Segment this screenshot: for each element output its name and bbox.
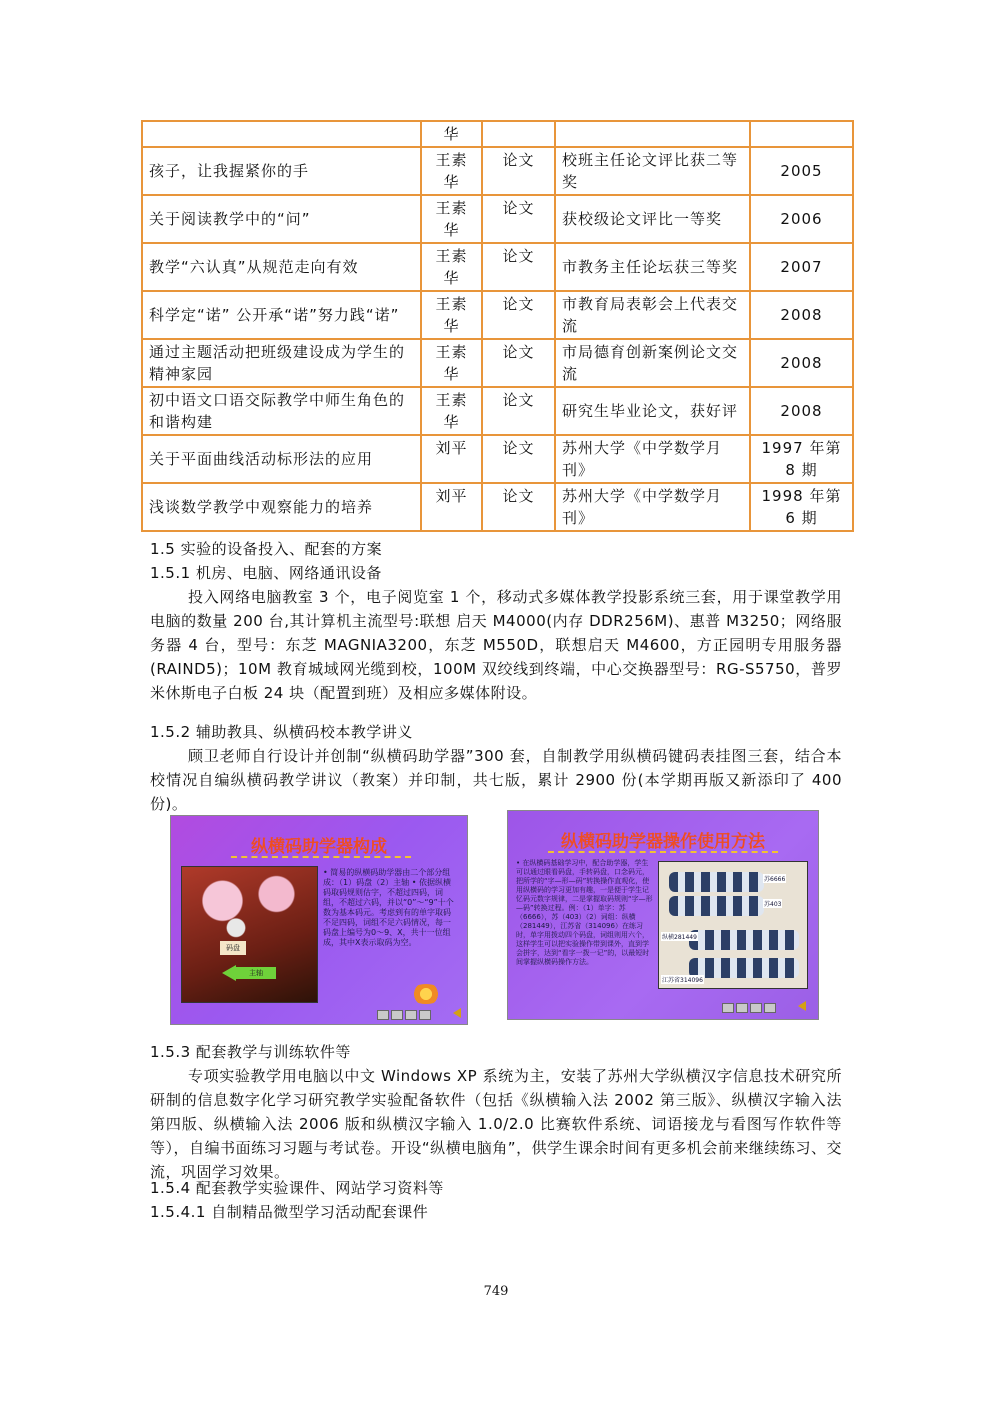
tag-label: 江苏省314096 [662,977,703,984]
author-cell: 华 [421,121,482,147]
title-cell: 通过主题活动把班级建设成为学生的精神家园 [142,339,421,387]
table-row [142,243,853,291]
slide-image-composition [170,815,468,1025]
type-cell: 论文 [482,291,555,339]
year-cell: 1997 年第 8 期 [750,435,853,483]
speaker-icon [453,1008,461,1018]
title-cell: 关于阅读教学中的“问” [142,195,421,243]
award-cell: 市教务主任论坛获三等奖 [555,243,750,291]
slide-title: 纵横码助学器构成 [251,837,387,857]
award-cell: 市局德育创新案例论文交流 [555,339,750,387]
table-row [142,147,853,195]
paragraph-software: 专项实验教学用电脑以中文 Windows XP 系统为主，安装了苏州大学纵横汉字信息技术研究所研制的信息数字化学习研究教学实验配备软件（包括《纵横输入法 2002 第三版》、纵横汉字输入法第四版、纵横输入法 2006 版和纵横汉字输入 1.0/2.0 比赛软件系统、词语接龙与看图写作软件等等），自编书面练习习题与考试卷。开设“纵横电脑角”，供学生课余时间有更多机会前来继续练习、交流，巩固学习效果。 [150,1067,842,1181]
title-underline [231,856,411,858]
flower-decoration [409,984,443,1004]
table-row [142,339,853,387]
type-cell: 论文 [482,195,555,243]
year-cell: 2007 [750,243,853,291]
awards-table [141,120,854,532]
year-cell: 1998 年第 6 期 [750,483,853,531]
author-cell: 刘平 [421,435,482,483]
author-cell: 王素华 [421,147,482,195]
award-cell: 市教育局表彰会上代表交流 [555,291,750,339]
device-rod [689,930,799,950]
type-cell: 论文 [482,243,555,291]
paragraph-teaching-aids: 顾卫老师自行设计并创制“纵横码助学器”300 套，自制教学用纵横码键码表挂图三套，结合本校情况自编纵横码教学讲议（教案）并印制，共七版，累计 2900 份(本学期再版又新添印了 400 份)。 [150,747,842,813]
device-rod [669,872,764,892]
type-cell: 论文 [482,483,555,531]
title-cell: 浅谈数学教学中观察能力的培养 [142,483,421,531]
award-cell [555,121,750,147]
title-cell: 孩子，让我握紧你的手 [142,147,421,195]
first-slide-icon [377,1010,389,1020]
slide-title: 纵横码助学器操作使用方法 [561,832,765,852]
paragraph-equipment: 投入网络电脑教室 3 个，电子阅览室 1 个，移动式多媒体教学投影系统三套，用于课堂教学用电脑的数量 200 台,其计算机主流型号:联想 启天 M4000(内存 DDR256M)、惠普 M3250；网络服务器 4 台，型号：东芝 MAGNIA3200，东芝 M550D，联想启天 M4600，方正园明专用服务器(RAIND5)；10M 教育城域网光缆到校，100M 双绞线到终端，中心交换器型号：RG-S5750，普罗米休斯电子白板 24 块（配置到班）及相应多媒体附设。 [150,588,842,702]
slide-image-usage [507,810,819,1020]
award-cell: 研究生毕业论文，获好评 [555,387,750,435]
table-row [142,387,853,435]
helper-device-photo [658,861,808,989]
type-cell: 论文 [482,387,555,435]
year-cell [750,121,853,147]
title-cell [142,121,421,147]
table-row [142,291,853,339]
award-cell: 苏州大学《中学数学月刊》 [555,435,750,483]
author-cell: 王素华 [421,291,482,339]
year-cell: 2008 [750,339,853,387]
photo-label-axis: 主轴 [236,967,276,979]
type-cell: 论文 [482,435,555,483]
slide-bullets: • 简易的纵横码助学器由二个部分组成：（1）码盘（2）主轴 • 依据纵横码取码规则估字，不超过四码，词组，不超过六码，并以“0”～“9”十个数为基本码元。考虑到有的单字取码不足四码，词组不足六码情况，每一码盘上编号为0～9、X，共十一位组成，其中X表示取码为空。 [323,868,454,947]
author-cell: 王素华 [421,387,482,435]
award-cell: 获校级论文评比一等奖 [555,195,750,243]
title-cell: 关于平面曲线活动标形法的应用 [142,435,421,483]
arrow-icon [222,965,236,981]
author-cell: 王素华 [421,339,482,387]
helper-device-photo [181,866,318,1003]
first-slide-icon [722,1003,734,1013]
subsection-heading: 1.5.3 配套教学与训练软件等 [150,1043,351,1061]
prev-slide-icon [736,1003,748,1013]
author-cell: 刘平 [421,483,482,531]
slide-text: • 在纵横码基础学习中，配合助学器，学生可以通过眼看码盘，手转码盘，口念码元，把所学的“字—形—码”转换操作直观化，使用纵横码的学习更加有趣，一是便于学生记忆码元数字规律，二是掌握取码规则“字—形—码”转换过程。例：（1）单字：苏（6666），苏（403）（2）词组：纵横（281449），江苏省（314096）在练习时，单字用拨动四个码盘，词组则用六个，这样学生可以把实验操作带到课外，直到学会拼字，达到“看字一拨一记”的，以最短时间掌握纵横码操作方法。 [516,859,653,966]
year-cell: 2006 [750,195,853,243]
award-cell: 校班主任论文评比获二等奖 [555,147,750,195]
table-row [142,483,853,531]
table-row [142,121,853,147]
title-cell: 科学定“诺” 公开承“诺”努力践“诺” [142,291,421,339]
subsection-heading: 1.5.4 配套教学实验课件、网站学习资料等 [150,1179,444,1197]
next-slide-icon [405,1010,417,1020]
title-underline [548,851,778,853]
tag-label: 苏6666 [764,876,786,883]
table-row [142,195,853,243]
section-heading: 1.5 实验的设备投入、配套的方案 [150,540,383,558]
year-cell: 2008 [750,387,853,435]
subsection-heading: 1.5.4.1 自制精品微型学习活动配套课件 [150,1203,429,1221]
subsection-heading: 1.5.1 机房、电脑、网络通讯设备 [150,564,382,582]
prev-slide-icon [391,1010,403,1020]
author-cell: 王素华 [421,195,482,243]
type-cell: 论文 [482,339,555,387]
photo-label-dial: 码盘 [220,941,246,955]
type-cell: 论文 [482,147,555,195]
table-row [142,435,853,483]
tag-label: 纵横281449 [662,934,697,941]
last-slide-icon [419,1010,431,1020]
last-slide-icon [764,1003,776,1013]
title-cell: 初中语文口语交际教学中师生角色的和谐构建 [142,387,421,435]
next-slide-icon [750,1003,762,1013]
award-cell: 苏州大学《中学数学月刊》 [555,483,750,531]
page-number: 749 [483,1284,509,1299]
tag-label: 苏403 [764,901,782,908]
slide-nav-controls [722,1003,776,1013]
device-rod [669,896,764,916]
title-cell: 教学“六认真”从规范走向有效 [142,243,421,291]
author-cell: 王素华 [421,243,482,291]
speaker-icon [798,1001,806,1011]
device-rod [689,958,799,978]
year-cell: 2005 [750,147,853,195]
slide-nav-controls [377,1010,431,1020]
type-cell [482,121,555,147]
year-cell: 2008 [750,291,853,339]
subsection-heading: 1.5.2 辅助教具、纵横码校本教学讲义 [150,723,413,741]
